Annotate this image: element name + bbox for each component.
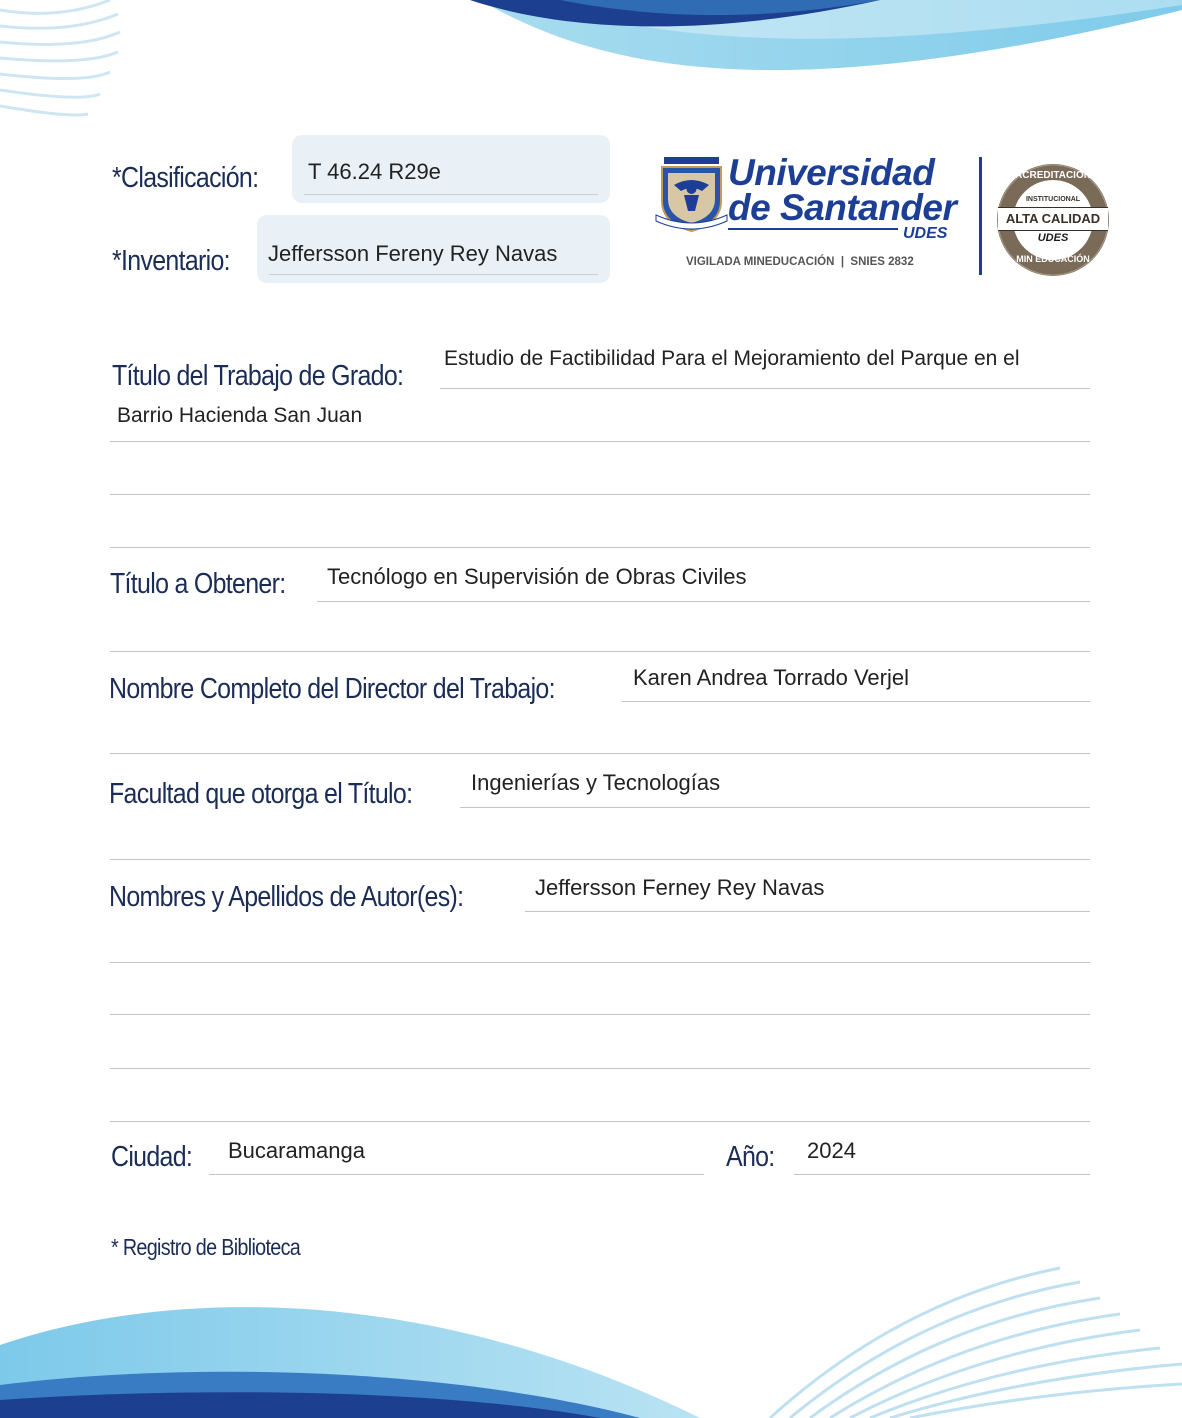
top-wave	[470, 0, 1182, 70]
degree-rule-1	[317, 601, 1090, 602]
thesis-title-rule-1	[440, 388, 1090, 389]
authors-rule-5	[110, 1121, 1090, 1122]
accreditation-seal	[995, 162, 1111, 278]
inventory-underline	[269, 274, 598, 275]
top-left-lines	[0, 0, 120, 115]
faculty-label: Facultad que otorga el Título:	[109, 778, 413, 810]
university-name-line1: Universidad	[728, 152, 935, 193]
bottom-right-lines	[770, 1268, 1182, 1418]
classification-underline	[304, 194, 598, 195]
crest-icon	[654, 155, 729, 235]
university-acronym: UDES	[903, 225, 948, 242]
inventory-label: *Inventario:	[112, 245, 230, 277]
faculty-value: Ingenierías y Tecnologías	[471, 770, 721, 795]
thesis-title-rule-4	[110, 547, 1090, 548]
director-label: Nombre Completo del Director del Trabajo:	[109, 673, 555, 705]
year-rule	[794, 1174, 1090, 1175]
thesis-title-rule-2	[110, 441, 1090, 442]
degree-label: Título a Obtener:	[110, 568, 286, 600]
seal-bottom-text: MIN EDUCACIÓN	[1016, 254, 1090, 264]
logo-divider	[979, 157, 982, 275]
city-label: Ciudad:	[111, 1141, 193, 1173]
city-value: Bucaramanga	[228, 1138, 365, 1163]
bottom-wave	[0, 1307, 700, 1418]
authors-label: Nombres y Apellidos de Autor(es):	[109, 881, 464, 913]
udes-logo	[648, 152, 1118, 282]
library-note: * Registro de Biblioteca	[111, 1234, 301, 1260]
director-rule-1	[622, 701, 1090, 702]
authors-rule-1	[525, 911, 1090, 912]
logo-underline	[728, 228, 898, 230]
authors-rule-3	[110, 1014, 1090, 1015]
seal-udes: UDES	[1037, 232, 1069, 244]
logo-tagline: VIGILADA MINEDUCACIÓN | SNIES 2832	[686, 256, 914, 268]
thesis-title-line2: Barrio Hacienda San Juan	[117, 404, 363, 427]
authors-value: Jeffersson Ferney Rey Navas	[535, 875, 825, 900]
university-name-line2: de Santander	[728, 187, 957, 228]
director-rule-2	[110, 753, 1090, 754]
city-rule	[209, 1174, 704, 1175]
year-label: Año:	[726, 1141, 775, 1173]
thesis-title-line1: Estudio de Factibilidad Para el Mejoramiento del Parque en el	[444, 347, 1020, 370]
faculty-rule-2	[110, 859, 1090, 860]
seal-top-text: ACREDITACIÓN	[1015, 170, 1091, 181]
classification-value: T 46.24 R29e	[308, 159, 441, 184]
thesis-title-label: Título del Trabajo de Grado:	[112, 360, 404, 392]
seal-main-text: ALTA CALIDAD	[998, 207, 1108, 231]
faculty-rule-1	[460, 807, 1090, 808]
degree-value: Tecnólogo en Supervisión de Obras Civiles	[327, 564, 747, 589]
authors-rule-2	[110, 962, 1090, 963]
seal-institucional: INSTITUCIONAL	[1025, 196, 1081, 203]
director-value: Karen Andrea Torrado Verjel	[633, 665, 909, 690]
degree-rule-2	[110, 651, 1090, 652]
year-value: 2024	[807, 1138, 856, 1163]
thesis-title-rule-3	[110, 494, 1090, 495]
inventory-value: Jeffersson Fereny Rey Navas	[268, 241, 558, 266]
authors-rule-4	[110, 1068, 1090, 1069]
classification-label: *Clasificación:	[112, 162, 259, 194]
